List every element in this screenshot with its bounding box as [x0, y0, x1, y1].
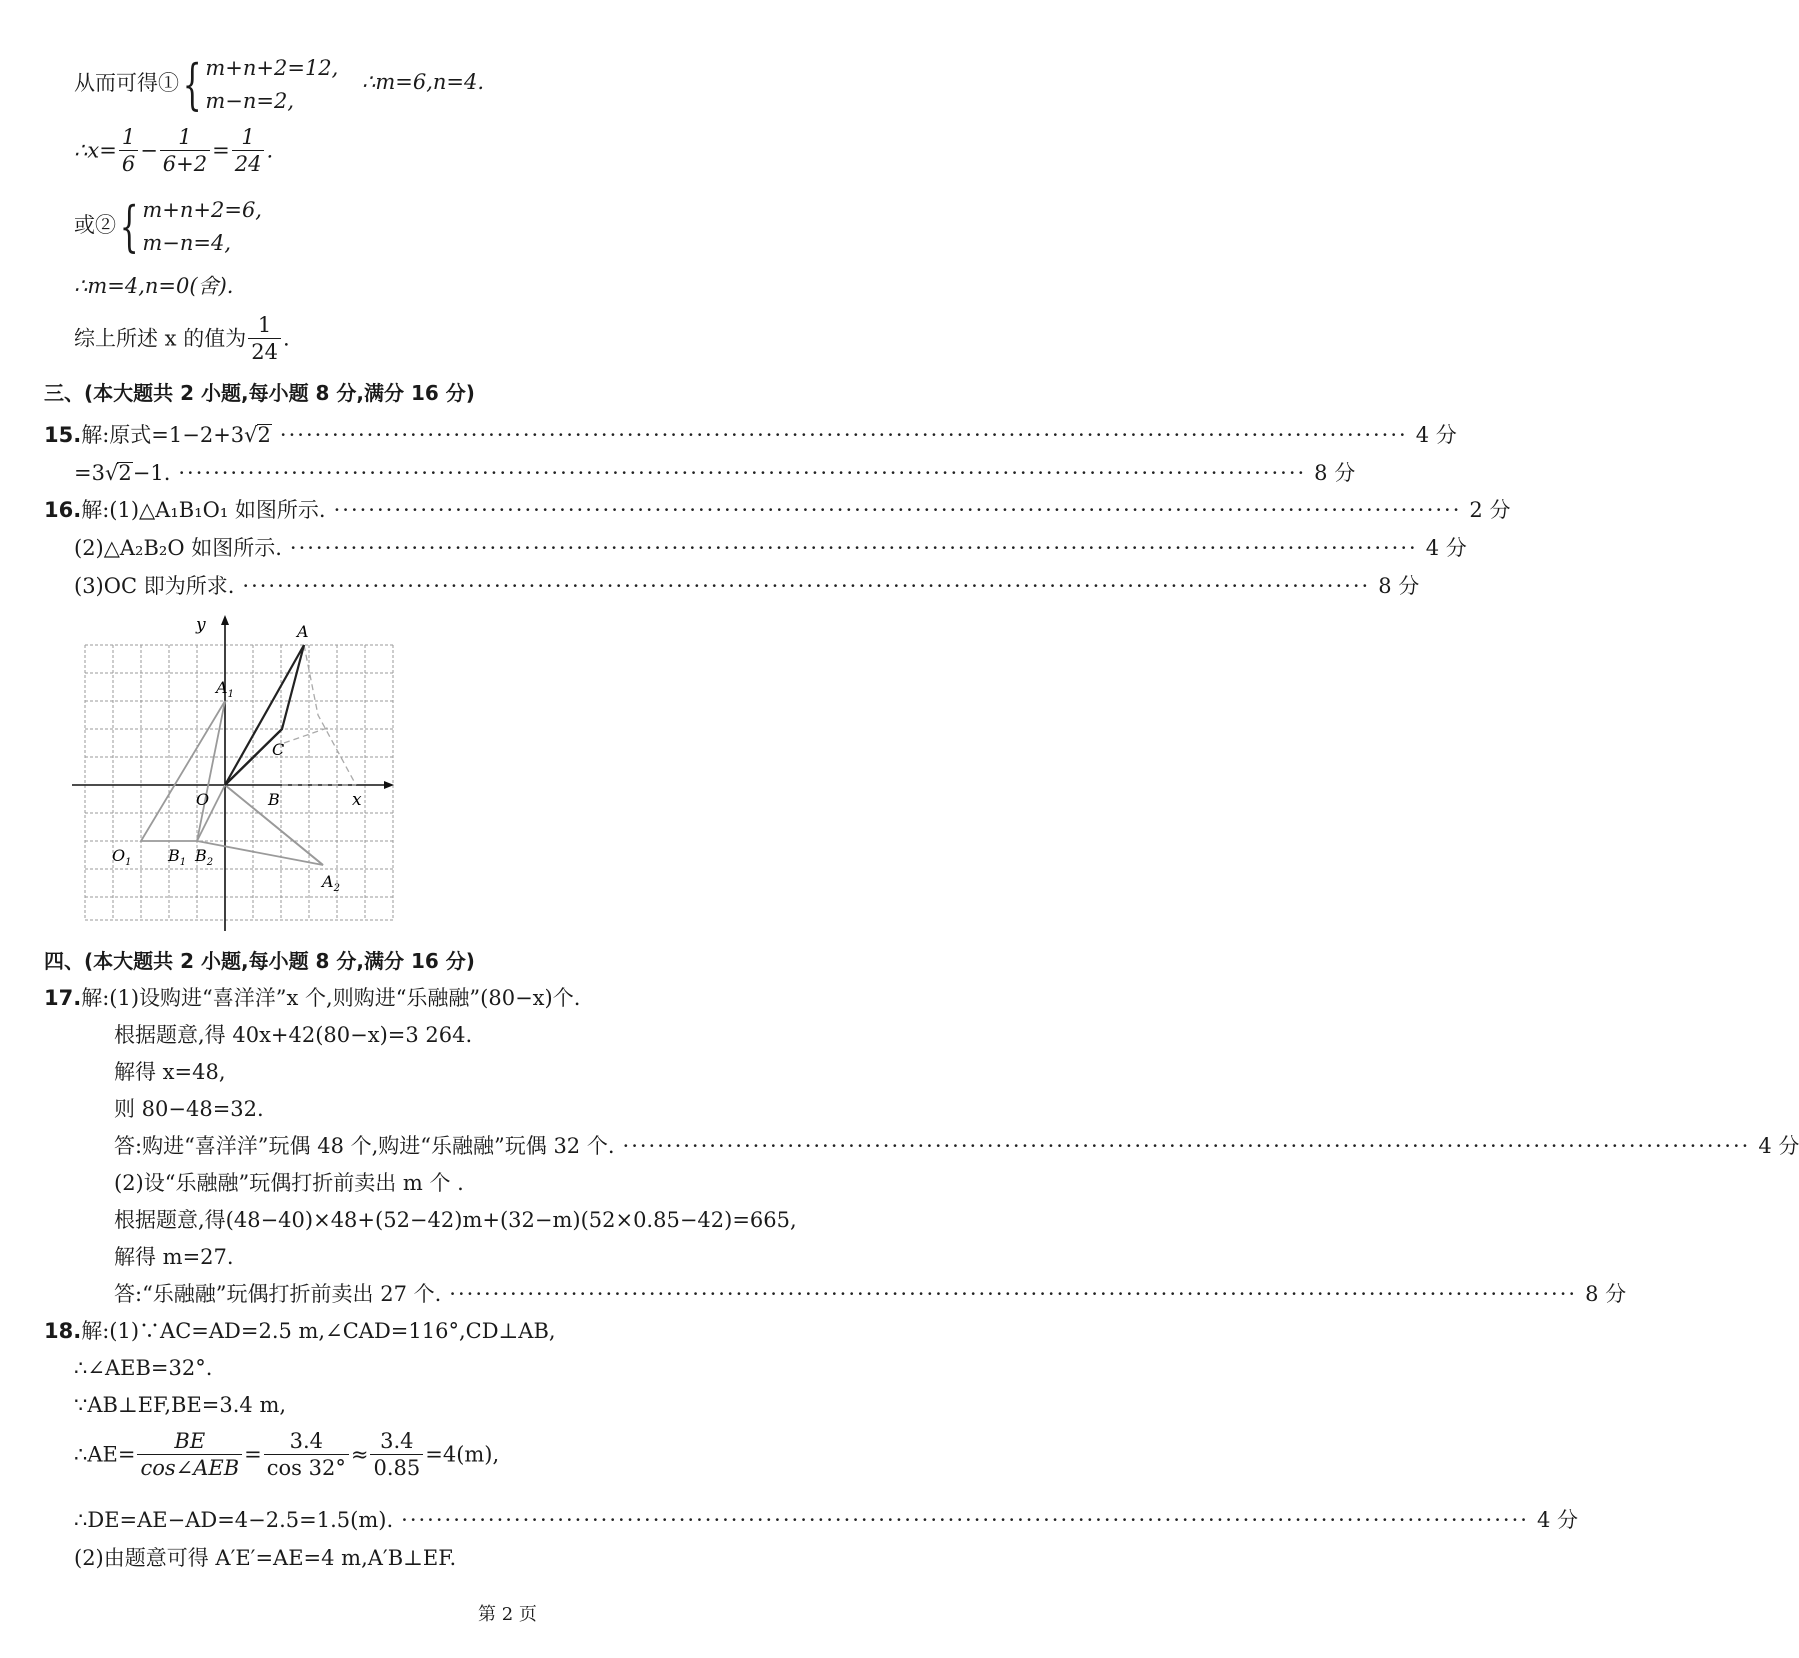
triangle-a1b1o1	[141, 701, 225, 841]
q16-line-3	[74, 574, 1420, 598]
sqrt-symbol: √	[244, 423, 258, 447]
text: 解:原式=1−2+3	[81, 423, 245, 447]
leader-dots: ··································································································································	[279, 423, 1408, 447]
fraction	[264, 1428, 349, 1482]
numerator: 1	[119, 124, 138, 151]
text: 综上所述 x 的值为	[74, 326, 247, 351]
text: =	[244, 1442, 262, 1467]
label-a1: $A_1$	[216, 678, 234, 700]
numerator: 3.4	[264, 1428, 349, 1455]
text: (3)OC 即为所求.	[74, 574, 235, 598]
equation-system-2	[116, 194, 262, 259]
numerator: 1	[160, 124, 210, 151]
denominator: cos∠AEB	[140, 1456, 240, 1481]
leader-dots: ··································································································································	[242, 574, 1371, 598]
q16-line-1	[44, 498, 1511, 522]
section-3-heading: 三、(本大题共 2 小题,每小题 8 分,满分 16 分)	[44, 381, 475, 405]
q15-line-1	[44, 423, 1457, 447]
text: −1.	[132, 461, 171, 485]
leader-dots: ··································································································································	[622, 1134, 1751, 1158]
numerator: BE	[137, 1428, 242, 1455]
denominator: cos 32°	[266, 1456, 346, 1481]
denominator: 6+2	[162, 152, 208, 177]
text: ∴DE=AE−AD=4−2.5=1.5(m).	[74, 1508, 394, 1532]
denominator: 24	[234, 152, 262, 177]
numerator: 3.4	[370, 1428, 423, 1455]
q18-line-6: (2)由题意可得 A′E′=AE=4 m,A′B⊥EF.	[74, 1546, 457, 1570]
fraction	[160, 124, 210, 178]
q18-line-2: ∴∠AEB=32°.	[74, 1356, 213, 1380]
question-number: 18.	[44, 1319, 82, 1343]
sqrt-symbol: √	[104, 461, 119, 485]
text: 解:(1)△A₁B₁O₁ 如图所示.	[81, 498, 326, 522]
text: (2)△A₂B₂O 如图所示.	[74, 536, 282, 560]
fraction	[232, 124, 265, 178]
coordinate-figure	[60, 615, 400, 935]
line-conclusion	[74, 312, 290, 366]
leader-dots: ··································································································································	[289, 536, 1418, 560]
denominator: 0.85	[373, 1456, 421, 1481]
q15-line-2	[74, 461, 1356, 485]
section-4-heading: 四、(本大题共 2 小题,每小题 8 分,满分 16 分)	[44, 949, 475, 973]
q18-line-4	[74, 1428, 499, 1482]
question-number: 16.	[44, 498, 82, 522]
equation: m−n=4,	[142, 230, 232, 255]
axis-label-x: x	[352, 790, 362, 810]
label-b1: $B_1$	[168, 846, 187, 868]
label-a2: $A_2$	[322, 872, 340, 894]
label-b: B	[268, 790, 280, 809]
brace: {	[119, 194, 139, 258]
radicand: 2	[118, 461, 132, 485]
leader-dots: ··································································································································	[401, 1508, 1529, 1532]
q17-line-4: 则 80−48=32.	[114, 1097, 264, 1121]
equation: m−n=2,	[205, 88, 295, 113]
score: 8 分	[1314, 461, 1356, 485]
text: ∴x=	[74, 138, 117, 163]
question-number: 17.	[44, 986, 82, 1010]
radicand: 2	[257, 423, 271, 447]
label-a: A	[297, 622, 309, 641]
y-axis-arrow	[221, 615, 229, 625]
result-m-n: ∴m=6,n=4.	[362, 70, 485, 94]
text: .	[266, 138, 274, 163]
label-origin: O	[196, 790, 210, 809]
triangle-oab	[225, 645, 304, 785]
text-prefix: 从而可得①	[74, 71, 179, 96]
text: ∴AE=	[74, 1442, 136, 1467]
leader-dots: ··································································································································	[449, 1282, 1578, 1306]
score: 8 分	[1585, 1282, 1627, 1306]
leader-dots: ··································································································································	[333, 498, 1462, 522]
text: 答:购进“喜洋洋”玩偶 48 个,购进“乐融融”玩偶 32 个.	[114, 1134, 615, 1158]
score: 4 分	[1758, 1134, 1799, 1158]
q18-line-1	[44, 1321, 556, 1342]
q17-line-1	[44, 988, 580, 1009]
triangle-a2b2o	[197, 785, 323, 865]
equation-system-1	[179, 52, 338, 117]
leader-dots: ··································································································································	[178, 461, 1307, 485]
equation: m+n+2=12,	[205, 56, 339, 80]
text: −	[140, 138, 158, 163]
q17-line-3: 解得 x=48,	[114, 1060, 226, 1084]
numerator: 1	[248, 312, 281, 339]
line-system-1	[74, 52, 338, 117]
text: 答:“乐融融”玩偶打折前卖出 27 个.	[114, 1282, 442, 1306]
text: 解:(1)设购进“喜洋洋”x 个,则购进“乐融融”(80−x)个.	[81, 986, 581, 1010]
text: ≈	[350, 1442, 369, 1467]
q17-line-6: (2)设“乐融融”玩偶打折前卖出 m 个 .	[114, 1171, 464, 1195]
denominator: 24	[251, 340, 278, 365]
text: =	[212, 138, 230, 163]
fraction	[119, 124, 138, 178]
q17-line-8: 解得 m=27.	[114, 1245, 234, 1269]
score: 2 分	[1469, 498, 1511, 522]
axis-label-y: y	[196, 615, 206, 635]
page-number: 第 2 页	[478, 1604, 537, 1625]
equation: m+n+2=6,	[142, 198, 262, 222]
line-reject: ∴m=4,n=0(舍).	[74, 274, 234, 298]
text-prefix: 或②	[74, 213, 116, 238]
label-o1: $O_1$	[112, 846, 132, 868]
score: 4 分	[1415, 423, 1457, 447]
score: 8 分	[1378, 574, 1420, 598]
line-x-value	[74, 124, 273, 178]
q17-line-2: 根据题意,得 40x+42(80−x)=3 264.	[114, 1023, 473, 1047]
grid	[85, 645, 393, 920]
denominator: 6	[121, 152, 136, 177]
score: 4 分	[1536, 1508, 1578, 1532]
q17-line-5	[114, 1134, 1799, 1158]
brace: {	[182, 52, 202, 116]
fraction	[137, 1428, 242, 1482]
text: =3	[74, 461, 105, 485]
q18-line-3: ∵AB⊥EF,BE=3.4 m,	[74, 1393, 287, 1417]
line-system-2	[74, 194, 262, 259]
label-c: C	[272, 740, 285, 759]
text: .	[282, 326, 290, 351]
q18-line-5	[74, 1508, 1578, 1532]
q17-line-9	[114, 1282, 1627, 1306]
question-number: 15.	[44, 423, 82, 447]
score: 4 分	[1425, 536, 1467, 560]
q16-line-2	[74, 536, 1467, 560]
fraction	[370, 1428, 423, 1482]
fraction	[248, 312, 281, 366]
text: 解:(1)∵AC=AD=2.5 m,∠CAD=116°,CD⊥AB,	[81, 1319, 556, 1343]
q17-line-7: 根据题意,得(48−40)×48+(52−42)m+(32−m)(52×0.85−42)=665,	[114, 1208, 797, 1232]
label-b2: $B_2$	[195, 846, 214, 868]
numerator: 1	[232, 124, 265, 151]
text: =4(m),	[425, 1442, 500, 1467]
